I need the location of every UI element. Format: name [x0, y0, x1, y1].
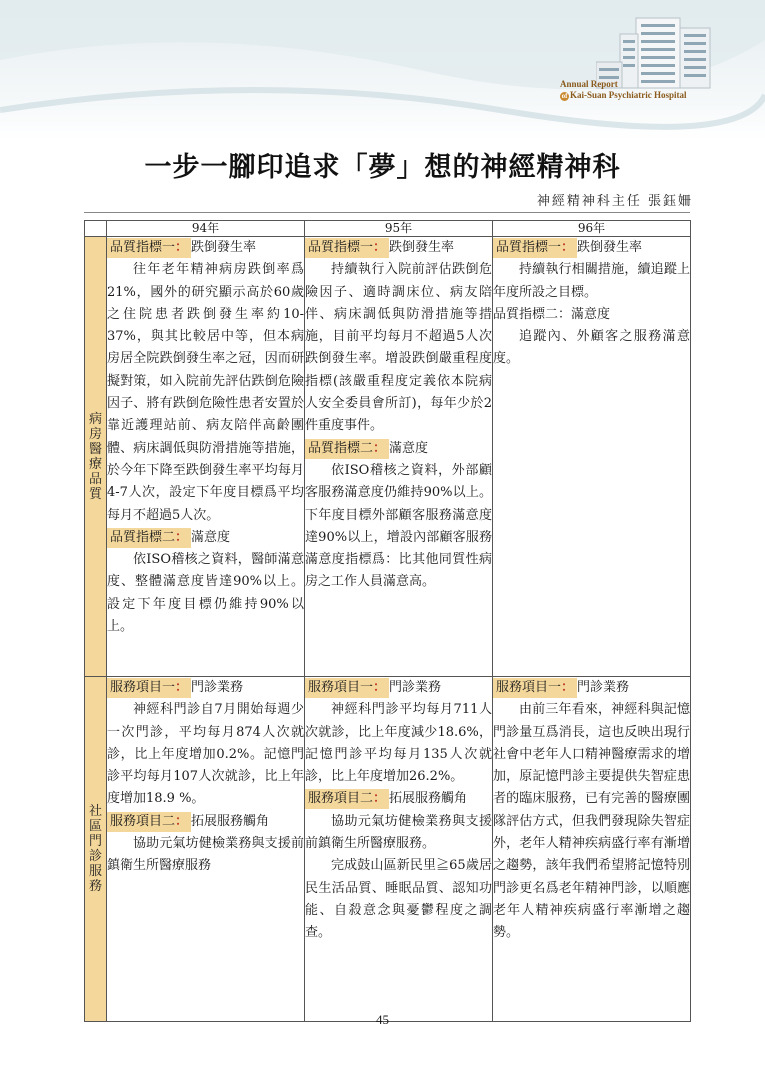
- indicator-heading: [493, 677, 690, 699]
- indicator-heading: [107, 527, 304, 549]
- section-label: [85, 677, 107, 1022]
- indicator-index: 品質指標一: [496, 240, 562, 255]
- indicator-label: [305, 678, 389, 698]
- content-cell: [305, 677, 493, 1022]
- indicator-colon: ：: [175, 529, 189, 545]
- section-label-text: 社區門診服務: [88, 804, 102, 894]
- body-paragraph: 協助元氣坊健檢業務與支援前鎮衛生所醫療服務: [107, 836, 304, 874]
- indicator-label: [305, 238, 389, 258]
- body-paragraph: 追蹤內、外顧客之服務滿意度。: [493, 329, 690, 367]
- indicator-colon: ：: [561, 680, 575, 695]
- year-header-row: [85, 221, 691, 237]
- indicator-heading: [493, 237, 690, 259]
- year-header: 94年: [107, 221, 305, 237]
- indicator-colon: ：: [373, 680, 387, 695]
- indicator-heading: [305, 237, 492, 259]
- content-cell: [107, 677, 305, 1022]
- indicator-title: 滿意度: [191, 529, 231, 545]
- page-number: 45: [376, 1012, 389, 1027]
- indicator-heading: [305, 788, 492, 810]
- indicator-label: [107, 812, 191, 832]
- indicator-colon: ：: [175, 240, 189, 255]
- report-of: of: [561, 92, 568, 100]
- indicator-title: 跌倒發生率: [389, 240, 455, 255]
- body-paragraph: 協助元氣坊健檢業務與支援前鎮衛生所醫療服務。: [305, 813, 492, 852]
- divider: [84, 212, 690, 213]
- body-paragraph: 神經科門診平均每月711人次就診，比上年度減少18.6%，記憶門診平均每月135人次就診，比上年度增加26.2%。: [305, 702, 492, 785]
- indicator-label: [107, 678, 191, 698]
- body-paragraph: 依ISO稽核之資料，醫師滿意度、整體滿意度皆達90%以上。設定下年度目標仍維持90%以上。: [107, 552, 304, 635]
- indicator-colon: ：: [373, 791, 387, 807]
- section-row: [85, 677, 691, 1022]
- indicator-heading: [305, 677, 492, 699]
- indicator-index: 品質指標二: [308, 440, 374, 456]
- body-paragraph: 持續執行入院前評估跌倒危險因子、適時調床位、病友陪伴、病床調低與防滑措施等措施，目前平均每月不超過5人次跌倒發生率。增設跌倒嚴重程度指標(該嚴重程度定義依本院病人安全委員會所訂)，每年少於2件重度事件。: [305, 262, 492, 434]
- indicator-colon: ：: [175, 680, 189, 695]
- indicator-label: [493, 678, 577, 698]
- indicator-title: 滿意度: [389, 440, 429, 456]
- report-line2: Kai-Suan Psychiatric Hospital: [570, 90, 687, 100]
- indicator-colon: ：: [373, 440, 387, 456]
- indicator-colon: ：: [175, 813, 189, 829]
- corner-cell: [85, 221, 107, 237]
- indicator-title: 拓展服務觸角: [389, 791, 468, 807]
- content-cell: [107, 237, 305, 677]
- year-header: 96年: [493, 221, 691, 237]
- plain-heading: 品質指標二：滿意度: [493, 306, 611, 322]
- section-label: [85, 237, 107, 677]
- indicator-label: [305, 789, 389, 809]
- indicator-heading: [107, 677, 304, 699]
- indicator-index: 品質指標一: [308, 240, 374, 255]
- body-paragraph: 持續執行相關措施，續追蹤上年度所設之目標。: [493, 262, 690, 300]
- body-paragraph: 完成鼓山區新民里≧65歲居民生活品質、睡眠品質、認知功能、自殺意念與憂鬱程度之調查。: [305, 858, 492, 941]
- body-paragraph: 神經科門診自7月開始每週少一次門診，平均每月874人次就診，比上年度增加0.2%。記憶門診平均每月107人次就診，比上年度增加18.9 %。: [107, 702, 304, 807]
- indicator-colon: ：: [561, 240, 575, 255]
- indicator-index: 服務項目二: [110, 813, 176, 829]
- indicator-index: 品質指標二: [110, 529, 176, 545]
- indicator-label: [305, 439, 389, 459]
- quality-table: [84, 220, 691, 1022]
- indicator-index: 服務項目一: [110, 680, 176, 695]
- indicator-index: 服務項目一: [308, 680, 374, 695]
- indicator-heading: [305, 438, 492, 460]
- section-label-text: 病房醫療品質: [88, 411, 102, 502]
- indicator-heading: [107, 811, 304, 833]
- indicator-title: 門診業務: [577, 680, 630, 695]
- body-paragraph: 依ISO稽核之資料，外部顧客服務滿意度仍維持90%以上。下年度目標外部顧客服務滿意度達90%以上，增設內部顧客服務滿意度指標爲：比其他同質性病房之工作人員滿意高。: [305, 462, 492, 590]
- indicator-label: [493, 238, 577, 258]
- indicator-heading: [107, 237, 304, 259]
- indicator-label: [107, 238, 191, 258]
- indicator-index: 服務項目二: [308, 791, 374, 807]
- report-line1: Annual Report: [560, 79, 618, 89]
- indicator-title: 門診業務: [389, 680, 442, 695]
- annual-report-logo: [560, 79, 687, 101]
- indicator-title: 門診業務: [191, 680, 244, 695]
- author-line: 神經精神科主任 張鈺姍: [536, 194, 693, 209]
- indicator-index: 品質指標一: [110, 240, 176, 255]
- indicator-title: 跌倒發生率: [577, 240, 643, 255]
- body-paragraph: 往年老年精神病房跌倒率爲21%，國外的研究顯示高於60歲之住院患者跌倒發生率約10-37%，與其比較居中等，但本病房居全院跌倒發生率之冠，因而研擬對策，如入院前先評估跌倒危險因子、將有跌倒危險性患者安置於靠近護理站前、病友陪伴高齡團體、病床調低與防滑措施等措施，於今年下降至跌倒發生率平均每月4-7人次，設定下年度目標爲平均每月不超過5人次。: [107, 262, 304, 523]
- content-cell: [305, 237, 493, 677]
- content-cell: [493, 677, 691, 1022]
- indicator-label: [107, 528, 191, 548]
- year-header: 95年: [305, 221, 493, 237]
- content-cell: [493, 237, 691, 677]
- page-title: 一步一腳印追求「夢」想的神經精神科: [144, 152, 621, 183]
- body-paragraph: 由前三年看來，神經科與記憶門診量互爲消長，這也反映出現行社會中老年人口精神醫療需求的增加，原記憶門診主要提供失智症患者的臨床服務，已有完善的醫療團隊評估方式，但我們發現除失智症外，老年人精神疾病盛行率有漸增之趨勢，該年我們希望將記憶特別門診更名爲老年精神門診，以順應老年人精神疾病盛行率漸增之趨勢。: [493, 702, 690, 941]
- indicator-title: 跌倒發生率: [191, 240, 257, 255]
- indicator-title: 拓展服務觸角: [191, 813, 270, 829]
- section-row: [85, 237, 691, 677]
- indicator-index: 服務項目一: [496, 680, 562, 695]
- indicator-colon: ：: [373, 240, 387, 255]
